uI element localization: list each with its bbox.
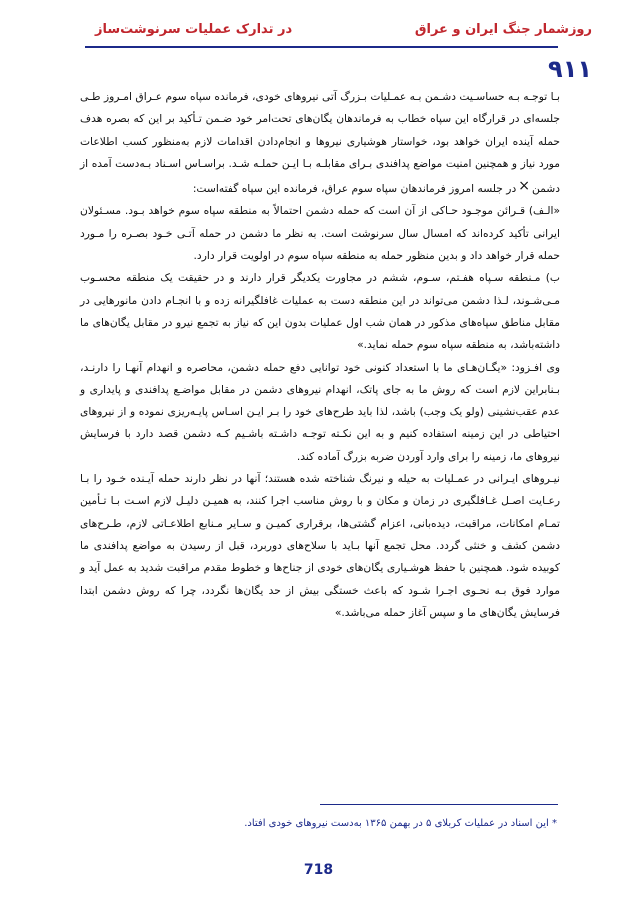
footnote: * این اسناد در عملیات کربلای ۵ در بهمن ۱۳۶۵ به‌دست نیروهای خودی افتاد. xyxy=(244,818,557,829)
paragraph-alef: «الـف) قـرائن موجـود حـاکی از آن است که حمله دشمن احتمالاً به منطقه سپاه سوم خواهد بـود. مسـئولان ایرانی تأکید کرده‌اند که امسال سال سرنوشت است. به نظر ما دشمن در حمله آتـی خـود بصـره را مـورد حمله قرار خواهد داد و بدین منظور حمله به منطقه سپاه سوم در اولویت قرار دارد. xyxy=(80,204,560,263)
paragraph-quote: وی افـزود: «یگـان‌هـای ما با استعداد کنونی خود توانایی دفع حمله دشمن، محاصره و انهدام آنهـا را دارنـد، بـنابراین لازم است که روش ما به جای پاتک، انهدام نیروهای دشمن در مقابل مواضـع پدافندی و پایداری و عدم عقب‌نشینی (ولو یک وجب) باشد، لذا باید طرح‌های خود را بـر ایـن اسـاس پایـه‌ریزی نموده و از نیروهای احتیاطی در این زمینه استفاده کنیم و به این نکـته توجـه داشـته باشـیم کـه دشمن قصد دارد با فرسایش نیروهای ما، زمینه را برای وارد آوردن ضربه بزرگ آماده کند. xyxy=(80,360,560,463)
running-header-book-title: روزشمار جنگ ایران و عراق xyxy=(414,22,592,37)
page-number: 718 xyxy=(303,862,334,878)
footnote-divider xyxy=(320,804,558,805)
header-divider xyxy=(85,46,558,48)
entry-code: ۹۱۱ xyxy=(548,55,592,83)
paragraph-intro xyxy=(80,86,560,200)
running-header-chapter-title: در تدارک عملیات سرنوشت‌ساز xyxy=(95,22,293,37)
main-text xyxy=(80,86,560,624)
paragraph-intro-continued: در جلسه امروز فرماندهان سپاه سوم عراق، فرمانده این سپاه گفته‌است: xyxy=(192,182,517,196)
paragraph-be: ب) مـنطقه سـپاه هفـتم، سـوم، ششم در مجاورت یکدیگر قرار دارند و در حقیقت یک منطقه محسـوب مـی‌شـوند، لـذا دشمن می‌تواند در این منطقه دست به عملیات غافلگیرانه زده و با انجـام دادن مانورهایی در مقابل مناطق سپاه‌های مذکور در همان شب اول عملیات بدون این که نیاز به تجمع نیرو در مقابل یگان‌های ما داشته‌باشد، به منطقه سپاه سوم حمله نماید.» xyxy=(80,271,560,352)
paragraph-intro-text: بـا توجـه بـه حساسـیت دشـمن بـه عمـلیات بـزرگ آتی نیروهای خودی، فرمانده سپاه سوم عـراق امـروز طـی جلسه‌ای در قرارگاه این سپاه خطاب به فرماندهان یگان‌های تحت‌امر خود ضـمن تـأکید بر این که بصره هدف حمله آینده ایران خواهد بود، خواستار هوشیاری نیروها و انجام‌دادن اقدامات لازم به‌منظور کسب اطلاعات مورد نیاز و همچنین امنیت مواضع پدافندی بـرای مقابلـه بـا ایـن حملـه شـد. براسـاس اسـناد بـه‌دست آمده از دشمن xyxy=(80,90,560,196)
footnote-reference: × xyxy=(518,178,530,195)
paragraph-iranian-forces: نیـروهای ایـرانی در عمـلیات به حیله و نیرنگ شناخته شده هستند؛ آنها در نظر دارند حمله آیـنده خـود را بـا رعـایت اصـل غـافلگیری در زمان و مکان و با روش مناسب اجرا کنند، به همیـن دلیـل لازم اسـت بـا تـأمین تمـام امکانات، مراقبت، دیده‌بانی، اعزام گشتی‌ها، برقراری کمیـن و سـایر مـنابع اطلاعـاتی لازم، طـرح‌های دشمن کشف و خنثی گردد. محل تجمع آنها بـاید با سلاح‌های دوربرد، قبل از رسیدن به مواضع پدافندی ما کوبیده شود. همچنین با حفظ هوشـیاری یگان‌های خودی از جناح‌ها و خطوط مقدم مراقبت شدید به عمل آید و موارد فوق بـه نحـوی اجـرا شـود که باعث خستگی بیش از حد یگان‌ها نگردد، چرا که روش دشمن ابتدا فرسایش یگان‌های ما و سپس آغاز حمله می‌باشد.» xyxy=(80,472,560,619)
